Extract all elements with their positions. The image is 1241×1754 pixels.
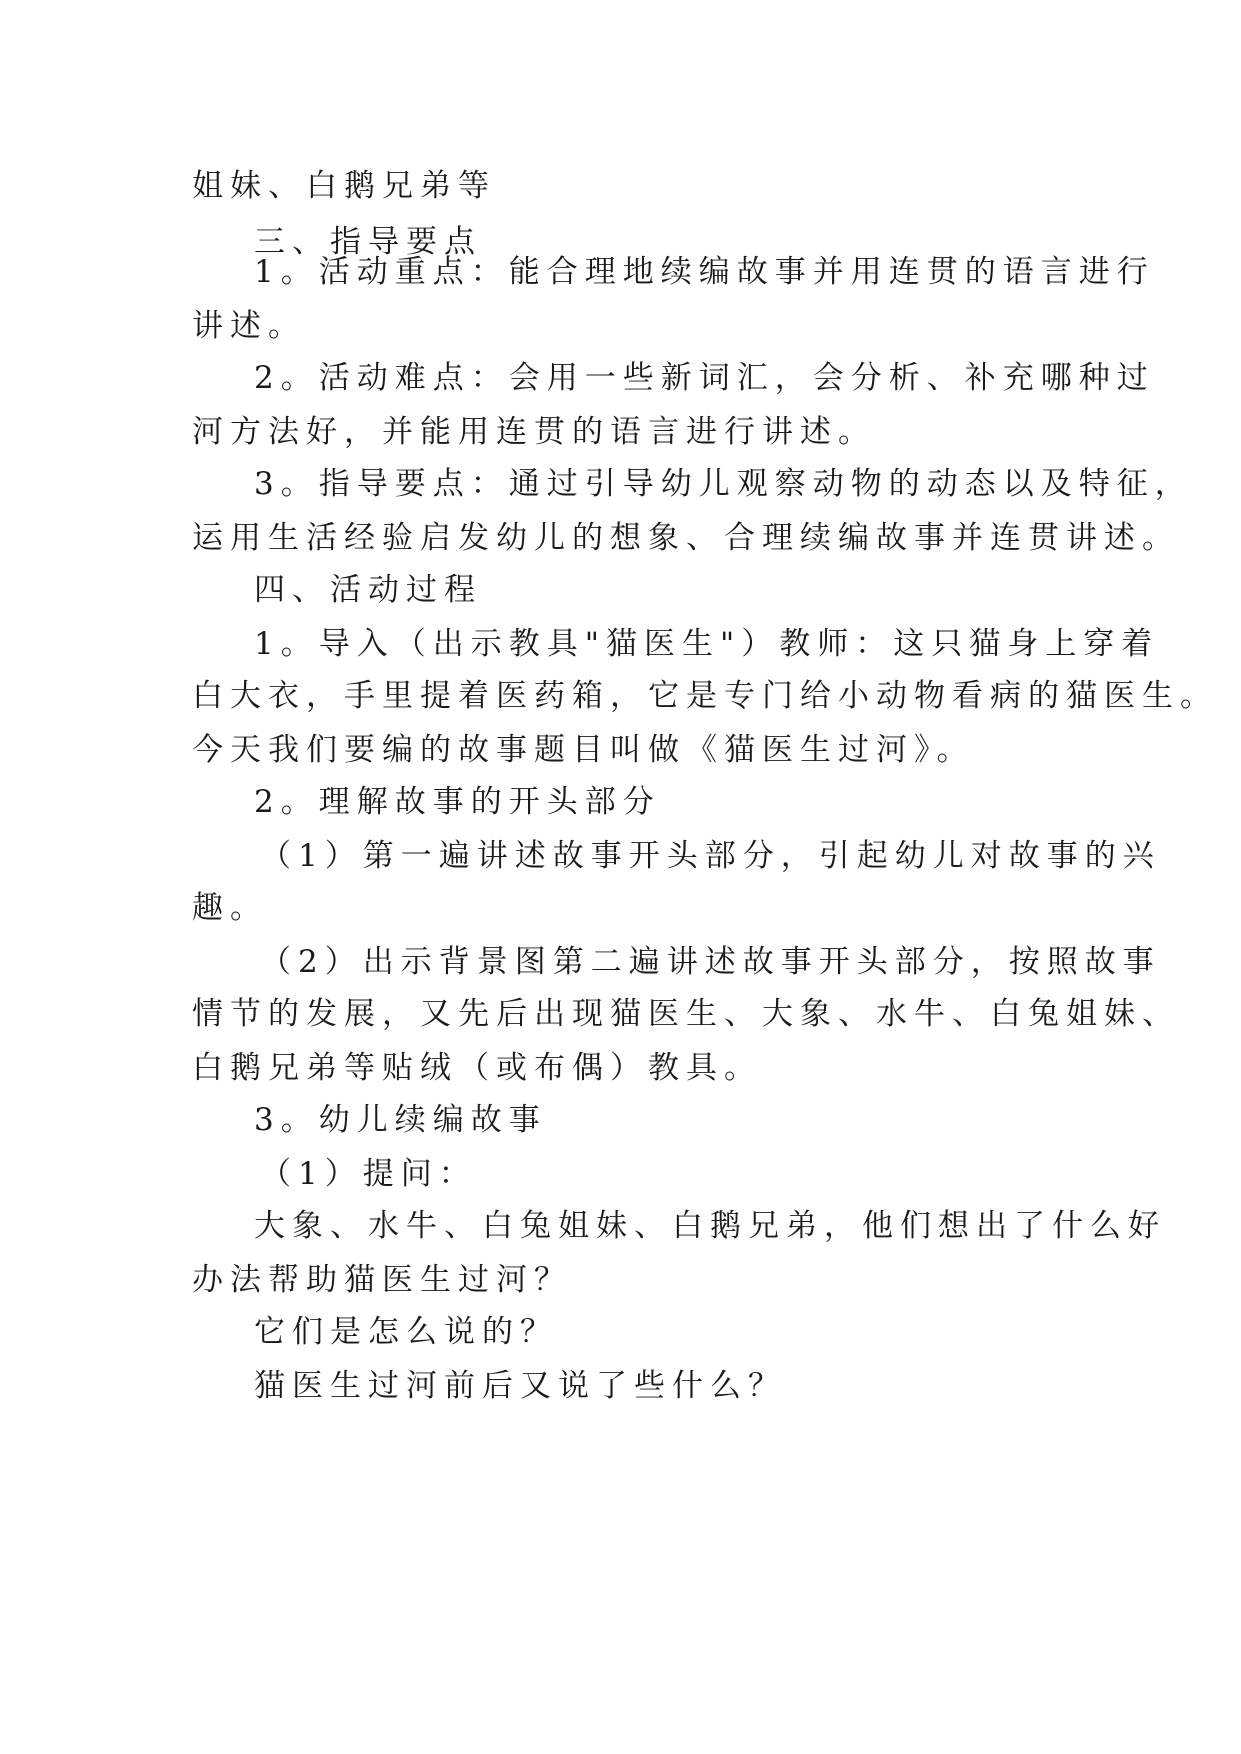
paragraph-intro-line-1: 1。导入（出示教具"猫医生"）教师：这只猫身上穿着 bbox=[254, 626, 1160, 662]
paragraph-key-point-line-2: 讲述。 bbox=[192, 308, 306, 344]
paragraph-first-telling-line-1: （1）第一遍讲述故事开头部分，引起幼儿对故事的兴 bbox=[260, 838, 1161, 874]
paragraph-difficulty-line-1: 2。活动难点：会用一些新词汇，会分析、补充哪种过 bbox=[254, 360, 1155, 396]
paragraph-second-telling-line-3: 白鹅兄弟等贴绒（或布偶）教具。 bbox=[192, 1050, 762, 1086]
paragraph-first-telling-line-2: 趣。 bbox=[192, 890, 268, 926]
paragraph-difficulty-line-2: 河方法好，并能用连贯的语言进行讲述。 bbox=[192, 414, 876, 450]
paragraph-key-point-line-1: 1。活动重点：能合理地续编故事并用连贯的语言进行 bbox=[254, 254, 1155, 290]
text-line-1: 姐妹、白鹅兄弟等 bbox=[192, 168, 496, 204]
question-line-1: 大象、水牛、白兔姐妹、白鹅兄弟，他们想出了什么好 bbox=[254, 1208, 1166, 1244]
question-line-3: 它们是怎么说的？ bbox=[254, 1314, 558, 1350]
subheading-understand-story: 2。理解故事的开头部分 bbox=[254, 784, 661, 820]
section-heading-process: 四、活动过程 bbox=[254, 572, 482, 608]
paragraph-second-telling-line-1: （2）出示背景图第二遍讲述故事开头部分，按照故事 bbox=[260, 944, 1161, 980]
paragraph-guidance-line-1: 3。指导要点：通过引导幼儿观察动物的动态以及特征， bbox=[254, 466, 1193, 502]
paragraph-intro-line-2: 白大衣，手里提着医药箱，它是专门给小动物看病的猫医生。 bbox=[192, 678, 1218, 714]
section-heading-guidance: 三、指导要点 bbox=[254, 224, 482, 260]
subheading-continue-story: 3。幼儿续编故事 bbox=[254, 1102, 547, 1138]
paragraph-second-telling-line-2: 情节的发展，又先后出现猫医生、大象、水牛、白兔姐妹、 bbox=[192, 996, 1180, 1032]
paragraph-intro-line-3: 今天我们要编的故事题目叫做《猫医生过河》。 bbox=[192, 732, 975, 768]
paragraph-guidance-line-2: 运用生活经验启发幼儿的想象、合理续编故事并连贯讲述。 bbox=[192, 520, 1180, 556]
question-line-2: 办法帮助猫医生过河？ bbox=[192, 1262, 572, 1298]
question-line-4: 猫医生过河前后又说了些什么？ bbox=[254, 1368, 786, 1404]
subheading-questions: （1）提问： bbox=[260, 1156, 477, 1192]
